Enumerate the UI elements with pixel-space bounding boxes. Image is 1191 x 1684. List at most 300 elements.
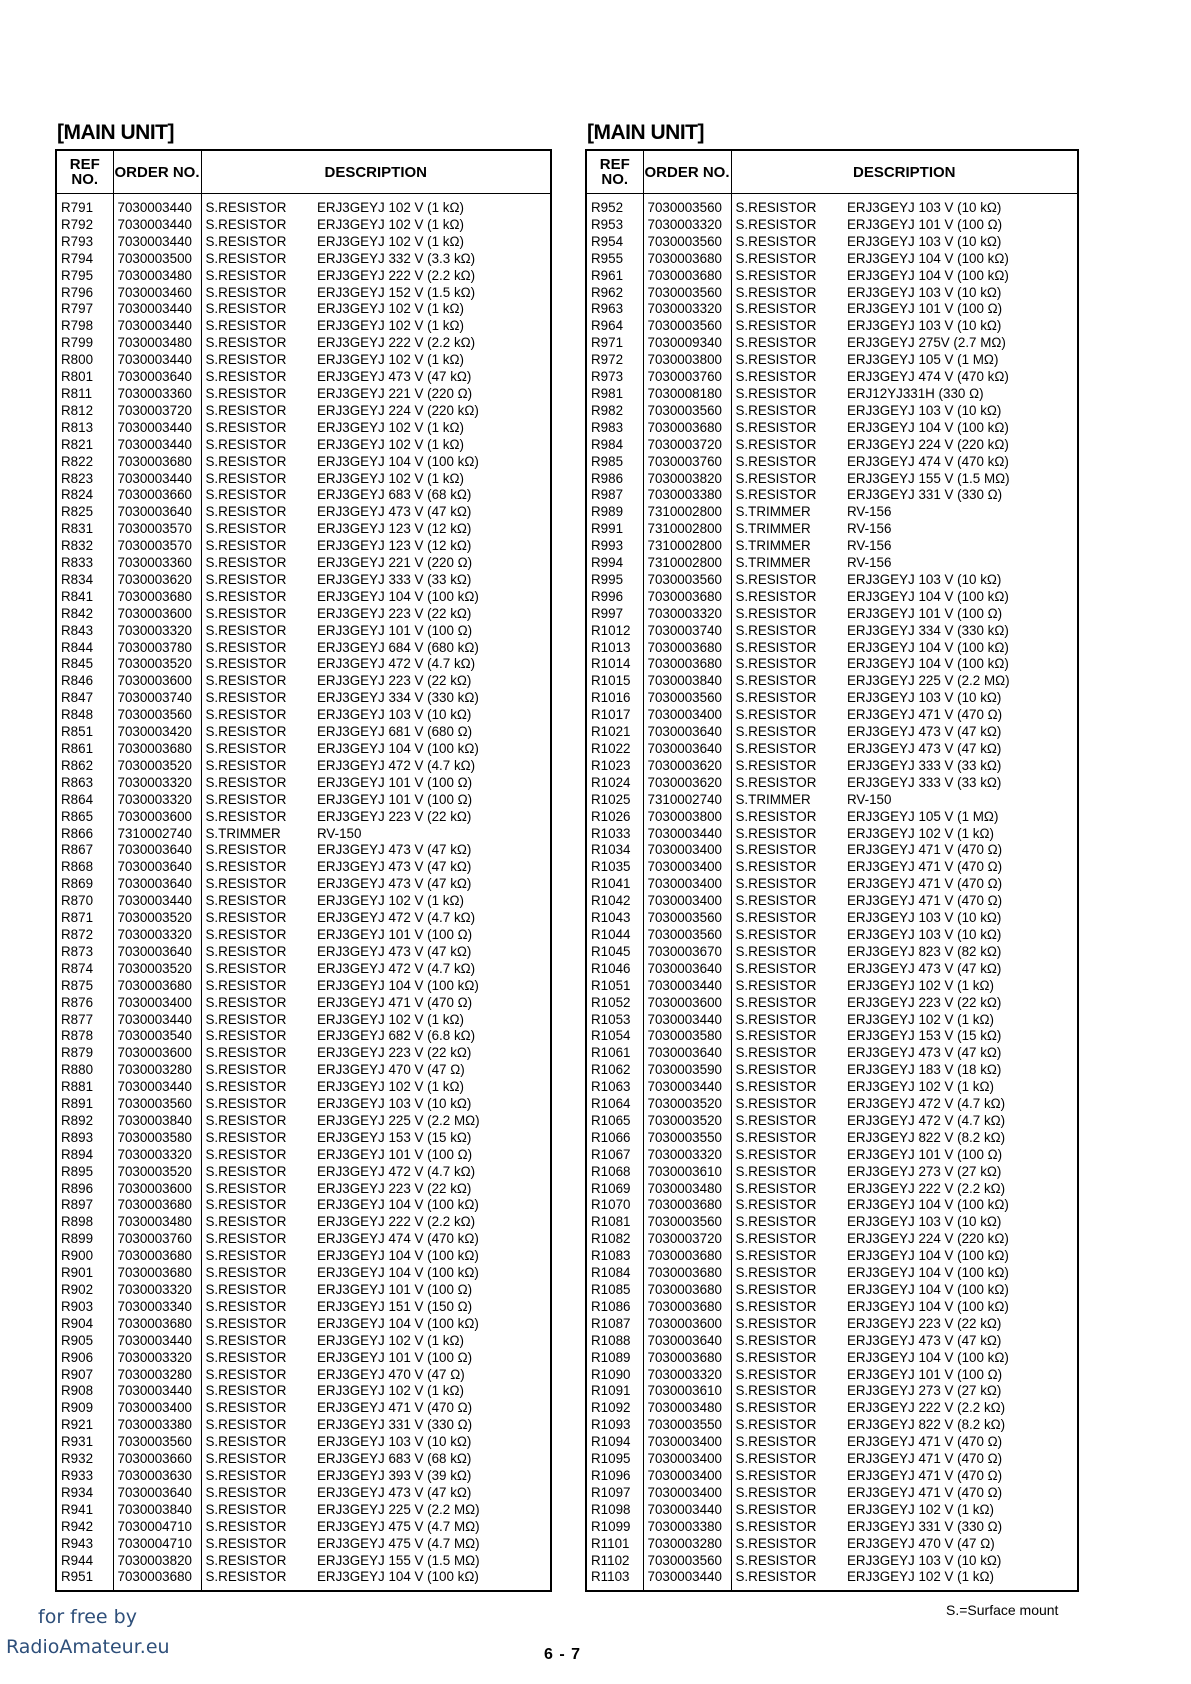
part-description-cell: ERJ3GEYJ 472 V (4.7 kΩ) [317,910,476,926]
part-description-cell: ERJ3GEYJ 102 V (1 kΩ) [317,419,464,435]
part-description-cell: ERJ3GEYJ 473 V (47 kΩ) [317,842,472,858]
part-description-cell: ERJ3GEYJ 102 V (1 kΩ) [847,1501,994,1517]
ref-no-cell: R985 [586,454,643,471]
part-type-cell: S.RESISTOR [205,335,287,351]
part-type-cell: S.RESISTOR [735,1146,817,1162]
description-header: DESCRIPTION [201,150,551,194]
part-description-cell: ERJ3GEYJ 474 V (470 kΩ) [847,453,1009,469]
ref-no-cell: R906 [56,1350,113,1367]
part-type-cell: S.RESISTOR [205,943,287,959]
part-description-cell: ERJ3GEYJ 101 V (100 Ω) [317,622,473,638]
order-no-cell: 7030003560 [643,910,731,927]
part-type-cell: S.TRIMMER [735,538,811,554]
part-type-cell: S.RESISTOR [735,1315,817,1331]
ref-no-cell: R791 [56,194,113,217]
part-description-cell: ERJ3GEYJ 222 V (2.2 kΩ) [317,1214,476,1230]
part-type-cell: S.RESISTOR [205,994,287,1010]
ref-no-cell: R861 [56,741,113,758]
table-row [56,809,551,826]
part-description-cell: ERJ3GEYJ 473 V (47 kΩ) [847,1045,1002,1061]
order-no-cell: 7030003720 [643,1231,731,1248]
part-type-cell: S.RESISTOR [735,724,817,740]
table-row [56,995,551,1012]
ref-no-cell: R1015 [586,673,643,690]
watermark-line-2: RadioAmateur.eu [6,1636,170,1658]
part-description-cell: ERJ3GEYJ 102 V (1 kΩ) [317,1079,464,1095]
order-no-cell: 7030003400 [643,893,731,910]
part-description-cell: ERJ3GEYJ 223 V (22 kΩ) [317,1045,472,1061]
part-type-cell: S.RESISTOR [205,1011,287,1027]
parts-table-right [585,149,1079,1592]
part-type-cell: S.RESISTOR [735,1282,817,1297]
ref-no-cell: R952 [586,194,643,217]
order-no-cell: 7030003680 [643,268,731,285]
part-description-cell: ERJ3GEYJ 475 V (4.7 MΩ) [317,1535,480,1551]
ref-no-cell: R800 [56,352,113,369]
part-description-cell: ERJ3GEYJ 223 V (22 kΩ) [847,1315,1002,1331]
part-type-cell: S.RESISTOR [735,301,817,317]
part-description-cell: ERJ3GEYJ 472 V (4.7 kΩ) [317,960,476,976]
ref-no-cell: R1016 [586,690,643,707]
table-row [56,910,551,927]
part-description-cell: ERJ12YJ331H (330 Ω) [847,385,984,401]
part-type-cell: S.RESISTOR [735,1569,817,1585]
ref-no-cell: R1013 [586,640,643,657]
part-description-cell: ERJ3GEYJ 473 V (47 kΩ) [317,1484,472,1500]
part-description-cell: ERJ3GEYJ 470 V (47 Ω) [317,1366,465,1382]
part-type-cell: S.RESISTOR [205,639,287,655]
part-description-cell: ERJ3GEYJ 471 V (470 Ω) [847,893,1003,909]
order-no-cell: 7030003440 [643,978,731,995]
part-type-cell: S.RESISTOR [735,943,817,959]
part-description-cell: ERJ3GEYJ 471 V (470 Ω) [847,1467,1003,1483]
ref-no-cell: R934 [56,1485,113,1502]
part-type-cell: S.RESISTOR [735,1349,817,1365]
ref-no-cell: R834 [56,572,113,589]
table-row [586,1553,1078,1570]
order-no-cell: 7030003840 [643,673,731,690]
ref-no-cell: R844 [56,640,113,657]
part-description-cell: ERJ3GEYJ 104 V (100 kΩ) [847,588,1009,604]
table-row [586,995,1078,1012]
ref-no-cell: R898 [56,1214,113,1231]
order-no-cell: 7030003440 [113,471,201,488]
table-row [56,758,551,775]
ref-no-cell: R961 [586,268,643,285]
table-row [586,1079,1078,1096]
part-type-cell: S.RESISTOR [205,808,287,824]
order-no-cell: 7030003550 [643,1130,731,1147]
part-type-cell: S.RESISTOR [735,893,817,909]
part-description-cell: ERJ3GEYJ 102 V (1 kΩ) [317,470,464,486]
ref-no-cell: R955 [586,251,643,268]
order-no-cell: 7030003640 [643,1333,731,1350]
part-type-cell: S.RESISTOR [735,1400,817,1416]
order-no-cell: 7310002800 [643,538,731,555]
part-description-cell: ERJ3GEYJ 470 V (47 Ω) [317,1062,465,1078]
part-type-cell: S.RESISTOR [205,1400,287,1416]
part-description-cell: ERJ3GEYJ 104 V (100 kΩ) [847,1282,1009,1297]
part-type-cell: S.RESISTOR [735,419,817,435]
part-description-cell: ERJ3GEYJ 473 V (47 kΩ) [847,960,1002,976]
table-row [586,1299,1078,1316]
part-type-cell: S.RESISTOR [735,1045,817,1061]
part-description-cell: ERJ3GEYJ 151 V (150 Ω) [317,1298,473,1314]
part-description-cell: ERJ3GEYJ 471 V (470 Ω) [317,994,473,1010]
part-description-cell: ERJ3GEYJ 273 V (27 kΩ) [847,1163,1002,1179]
part-type-cell: S.RESISTOR [205,571,287,587]
ref-no-cell: R987 [586,487,643,504]
table-row [56,555,551,572]
table-row [56,876,551,893]
part-type-cell: S.RESISTOR [735,673,817,689]
order-no-cell: 7030003280 [643,1536,731,1553]
table-row [586,1045,1078,1062]
part-description-cell: ERJ3GEYJ 101 V (100 Ω) [847,301,1003,317]
table-row [56,1265,551,1282]
ref-no-cell: R981 [586,386,643,403]
table-row [56,961,551,978]
ref-no-cell: R991 [586,521,643,538]
part-type-cell: S.RESISTOR [735,994,817,1010]
order-no-cell: 7030003360 [113,555,201,572]
part-description-cell: ERJ3GEYJ 222 V (2.2 kΩ) [847,1400,1006,1416]
part-type-cell: S.RESISTOR [205,521,287,537]
part-description-cell: ERJ3GEYJ 102 V (1 kΩ) [317,1011,464,1027]
part-type-cell: S.RESISTOR [205,1518,287,1534]
order-no-cell: 7030003440 [113,1333,201,1350]
order-no-cell: 7030003440 [113,420,201,437]
ref-no-cell: R871 [56,910,113,927]
ref-no-cell: R879 [56,1045,113,1062]
part-type-cell: S.RESISTOR [735,859,817,875]
part-type-cell: S.RESISTOR [735,453,817,469]
ref-no-cell: R1096 [586,1468,643,1485]
order-no-cell: 7030003640 [643,1045,731,1062]
table-row [56,538,551,555]
ref-no-cell: R1090 [586,1367,643,1384]
table-row [56,1383,551,1400]
order-no-cell: 7030003540 [113,1028,201,1045]
part-type-cell: S.RESISTOR [735,1451,817,1467]
part-type-cell: S.RESISTOR [205,555,287,571]
ref-no-cell: R1033 [586,826,643,843]
part-type-cell: S.RESISTOR [205,267,287,283]
part-type-cell: S.RESISTOR [735,470,817,486]
ref-no-cell: R843 [56,623,113,640]
ref-no-cell: R933 [56,1468,113,1485]
part-description-cell: ERJ3GEYJ 104 V (100 kΩ) [847,656,1009,672]
part-type-cell: S.RESISTOR [735,1079,817,1095]
part-description-cell: ERJ3GEYJ 332 V (3.3 kΩ) [317,250,476,266]
part-type-cell: S.RESISTOR [205,1501,287,1517]
part-type-cell: S.RESISTOR [205,1315,287,1331]
ref-no-cell: R1083 [586,1248,643,1265]
ref-no-cell: R944 [56,1553,113,1570]
part-type-cell: S.RESISTOR [735,284,817,300]
part-description-cell: ERJ3GEYJ 102 V (1 kΩ) [317,1332,464,1348]
order-no-cell: 7030003680 [643,1282,731,1299]
order-no-cell: 7030003820 [643,471,731,488]
table-row [586,961,1078,978]
part-type-cell: S.TRIMMER [735,504,811,520]
part-type-cell: S.RESISTOR [205,1265,287,1281]
part-type-cell: S.TRIMMER [205,825,281,841]
part-description-cell: ERJ3GEYJ 104 V (100 kΩ) [847,250,1009,266]
part-type-cell: S.RESISTOR [735,335,817,351]
part-type-cell: S.RESISTOR [205,656,287,672]
table-row [56,741,551,758]
order-no-cell: 7030003520 [113,1164,201,1181]
table-row [56,724,551,741]
ref-no-cell: R893 [56,1130,113,1147]
part-type-cell: S.RESISTOR [205,1028,287,1044]
part-type-cell: S.RESISTOR [735,774,817,790]
order-no-cell: 7030003560 [113,1096,201,1113]
table-row [56,1519,551,1536]
ref-no-cell: R921 [56,1417,113,1434]
order-no-cell: 7030003720 [113,403,201,420]
part-type-cell: S.RESISTOR [205,1197,287,1213]
ref-no-cell: R962 [586,285,643,302]
order-no-cell: 7030003560 [643,1214,731,1231]
ref-no-cell: R831 [56,521,113,538]
table-row [56,454,551,471]
table-row [586,1147,1078,1164]
ref-no-cell: R983 [586,420,643,437]
table-row [56,1434,551,1451]
order-no-cell: 7030003400 [643,1451,731,1468]
part-description-cell: ERJ3GEYJ 104 V (100 kΩ) [847,1265,1009,1281]
order-no-cell: 7030003680 [643,1265,731,1282]
ref-no-cell: R951 [56,1569,113,1591]
part-type-cell: S.RESISTOR [735,352,817,368]
table-row [586,1367,1078,1384]
order-no-cell: 7030003600 [113,1045,201,1062]
order-no-cell: 7030003610 [643,1383,731,1400]
order-no-cell: 7030003440 [113,318,201,335]
part-description-cell: ERJ3GEYJ 222 V (2.2 kΩ) [317,267,476,283]
part-type-cell: S.RESISTOR [205,1434,287,1450]
part-type-cell: S.RESISTOR [735,588,817,604]
left-section-title: [MAIN UNIT] [57,121,174,144]
ref-no-cell: R874 [56,961,113,978]
ref-no-cell: R1061 [586,1045,643,1062]
part-description-cell: ERJ3GEYJ 103 V (10 kΩ) [847,200,1002,215]
part-description-cell: ERJ3GEYJ 331 V (330 Ω) [847,1518,1003,1534]
order-no-cell: 7030003680 [113,1248,201,1265]
order-no-cell: 7030003560 [643,285,731,302]
table-row [586,809,1078,826]
part-description-cell: ERJ3GEYJ 101 V (100 Ω) [847,1366,1003,1382]
order-no-cell: 7030003400 [643,1434,731,1451]
table-row [56,1536,551,1553]
table-row [56,842,551,859]
table-row [56,640,551,657]
part-description-cell: ERJ3GEYJ 152 V (1.5 kΩ) [317,284,476,300]
part-description-cell: ERJ3GEYJ 153 V (15 kΩ) [847,1028,1002,1044]
ref-no-cell: R895 [56,1164,113,1181]
ref-no-cell: R801 [56,369,113,386]
order-no-cell: 7030003680 [113,1316,201,1333]
part-type-cell: S.RESISTOR [205,690,287,706]
order-no-cell: 7030003440 [113,1079,201,1096]
table-row [586,656,1078,673]
ref-no-cell: R900 [56,1248,113,1265]
table-row [56,1417,551,1434]
table-row [56,1553,551,1570]
ref-no-cell: R1044 [586,927,643,944]
part-description-cell: ERJ3GEYJ 221 V (220 Ω) [317,385,473,401]
table-row [586,555,1078,572]
order-no-cell: 7030003560 [113,707,201,724]
ref-no-cell: R1043 [586,910,643,927]
part-type-cell: S.RESISTOR [205,1045,287,1061]
part-type-cell: S.RESISTOR [735,926,817,942]
order-no-cell: 7030003480 [113,1214,201,1231]
part-type-cell: S.RESISTOR [735,1265,817,1281]
part-description-cell: ERJ3GEYJ 224 V (220 kΩ) [847,436,1009,452]
order-no-cell: 7030003400 [643,876,731,893]
ref-no-cell: R1022 [586,741,643,758]
part-type-cell: S.RESISTOR [205,1417,287,1433]
order-no-cell: 7030003440 [643,1502,731,1519]
part-type-cell: S.RESISTOR [735,808,817,824]
ref-no-cell: R877 [56,1012,113,1029]
table-row [586,301,1078,318]
part-type-cell: S.RESISTOR [735,318,817,334]
part-type-cell: S.RESISTOR [205,757,287,773]
table-row [586,741,1078,758]
order-no-cell: 7030003440 [113,217,201,234]
part-description-cell: ERJ3GEYJ 102 V (1 kΩ) [317,200,464,215]
part-description-cell: ERJ3GEYJ 334 V (330 kΩ) [317,690,479,706]
order-no-cell: 7310002740 [113,826,201,843]
part-type-cell: S.RESISTOR [735,1434,817,1450]
part-type-cell: S.RESISTOR [735,842,817,858]
part-description-cell: ERJ3GEYJ 103 V (10 kΩ) [847,690,1002,706]
ref-no-cell: R812 [56,403,113,420]
part-description-cell: ERJ3GEYJ 101 V (100 Ω) [317,791,473,807]
order-no-cell: 7030003550 [643,1417,731,1434]
table-row [586,1569,1078,1591]
part-description-cell: ERJ3GEYJ 103 V (10 kΩ) [847,926,1002,942]
part-description-cell: ERJ3GEYJ 473 V (47 kΩ) [847,1332,1002,1348]
part-description-cell: ERJ3GEYJ 104 V (100 kΩ) [317,588,479,604]
part-type-cell: S.RESISTOR [205,1146,287,1162]
ref-no-cell: R870 [56,893,113,910]
table-row [56,217,551,234]
table-row [56,1502,551,1519]
table-row [586,1333,1078,1350]
part-description-cell: ERJ3GEYJ 473 V (47 kΩ) [847,741,1002,756]
description-header: DESCRIPTION [731,150,1078,194]
ref-no-cell: R848 [56,707,113,724]
order-no-cell: 7030003600 [113,673,201,690]
order-no-cell: 7030003320 [113,927,201,944]
table-row [586,1062,1078,1079]
ref-no-cell: R964 [586,318,643,335]
part-type-cell: S.RESISTOR [735,1383,817,1399]
order-no-cell: 7030003320 [113,1147,201,1164]
part-description-cell: ERJ3GEYJ 223 V (22 kΩ) [317,673,472,689]
table-row [56,893,551,910]
part-description-cell: ERJ3GEYJ 104 V (100 kΩ) [847,419,1009,435]
ref-no-cell: R1088 [586,1333,643,1350]
part-description-cell: ERJ3GEYJ 683 V (68 kΩ) [317,487,472,503]
order-no-cell: 7030003440 [113,893,201,910]
ref-no-cell: R796 [56,285,113,302]
part-type-cell: S.RESISTOR [205,910,287,926]
part-type-cell: S.RESISTOR [735,1518,817,1534]
order-no-cell: 7030003400 [643,859,731,876]
table-row [56,268,551,285]
ref-no-cell: R880 [56,1062,113,1079]
part-type-cell: S.RESISTOR [735,757,817,773]
order-no-cell: 7030008180 [643,386,731,403]
part-type-cell: S.RESISTOR [735,876,817,892]
order-no-cell: 7030003720 [643,437,731,454]
page-number: 6 - 7 [544,1646,582,1663]
part-type-cell: S.RESISTOR [735,1112,817,1128]
order-no-cell: 7030003480 [113,335,201,352]
ref-no-cell: R794 [56,251,113,268]
ref-no-cell: R1101 [586,1536,643,1553]
ref-no-cell: R867 [56,842,113,859]
part-type-cell: S.RESISTOR [205,1180,287,1196]
table-row [586,1485,1078,1502]
part-type-cell: S.RESISTOR [735,1332,817,1348]
table-row [586,1265,1078,1282]
ref-no-cell: R901 [56,1265,113,1282]
order-no-cell: 7030003680 [643,251,731,268]
table-row [56,826,551,843]
part-type-cell: S.RESISTOR [205,1349,287,1365]
part-description-cell: ERJ3GEYJ 683 V (68 kΩ) [317,1451,472,1467]
part-type-cell: S.RESISTOR [735,267,817,283]
ref-no-cell: R873 [56,944,113,961]
part-type-cell: S.RESISTOR [205,284,287,300]
ref-no-cell: R1017 [586,707,643,724]
part-description-cell: ERJ3GEYJ 471 V (470 Ω) [847,1434,1003,1450]
order-no-cell: 7030003820 [113,1553,201,1570]
table-row [56,301,551,318]
part-description-cell: ERJ3GEYJ 123 V (12 kΩ) [317,538,472,554]
order-no-cell: 7030003520 [113,910,201,927]
order-no-cell: 7030003440 [113,1012,201,1029]
order-no-cell: 7030003680 [643,640,731,657]
table-row [56,335,551,352]
order-no-cell: 7030003320 [113,775,201,792]
table-row [586,690,1078,707]
part-description-cell: RV-156 [847,555,892,571]
order-no-cell: 7030003440 [113,194,201,217]
order-no-cell: 7030003440 [113,1383,201,1400]
part-type-cell: S.RESISTOR [205,842,287,858]
part-type-cell: S.RESISTOR [205,1298,287,1314]
ref-no-cell: R1069 [586,1181,643,1198]
order-no-cell: 7030003440 [643,1079,731,1096]
table-row [56,504,551,521]
part-type-cell: S.RESISTOR [735,1231,817,1247]
part-description-cell: RV-150 [847,791,892,807]
part-type-cell: S.RESISTOR [205,1569,287,1585]
table-row [586,403,1078,420]
part-description-cell: ERJ3GEYJ 105 V (1 MΩ) [847,352,999,368]
order-no-cell: 7030003320 [113,1282,201,1299]
ref-no-cell: R1089 [586,1350,643,1367]
part-type-cell: S.RESISTOR [205,1383,287,1399]
